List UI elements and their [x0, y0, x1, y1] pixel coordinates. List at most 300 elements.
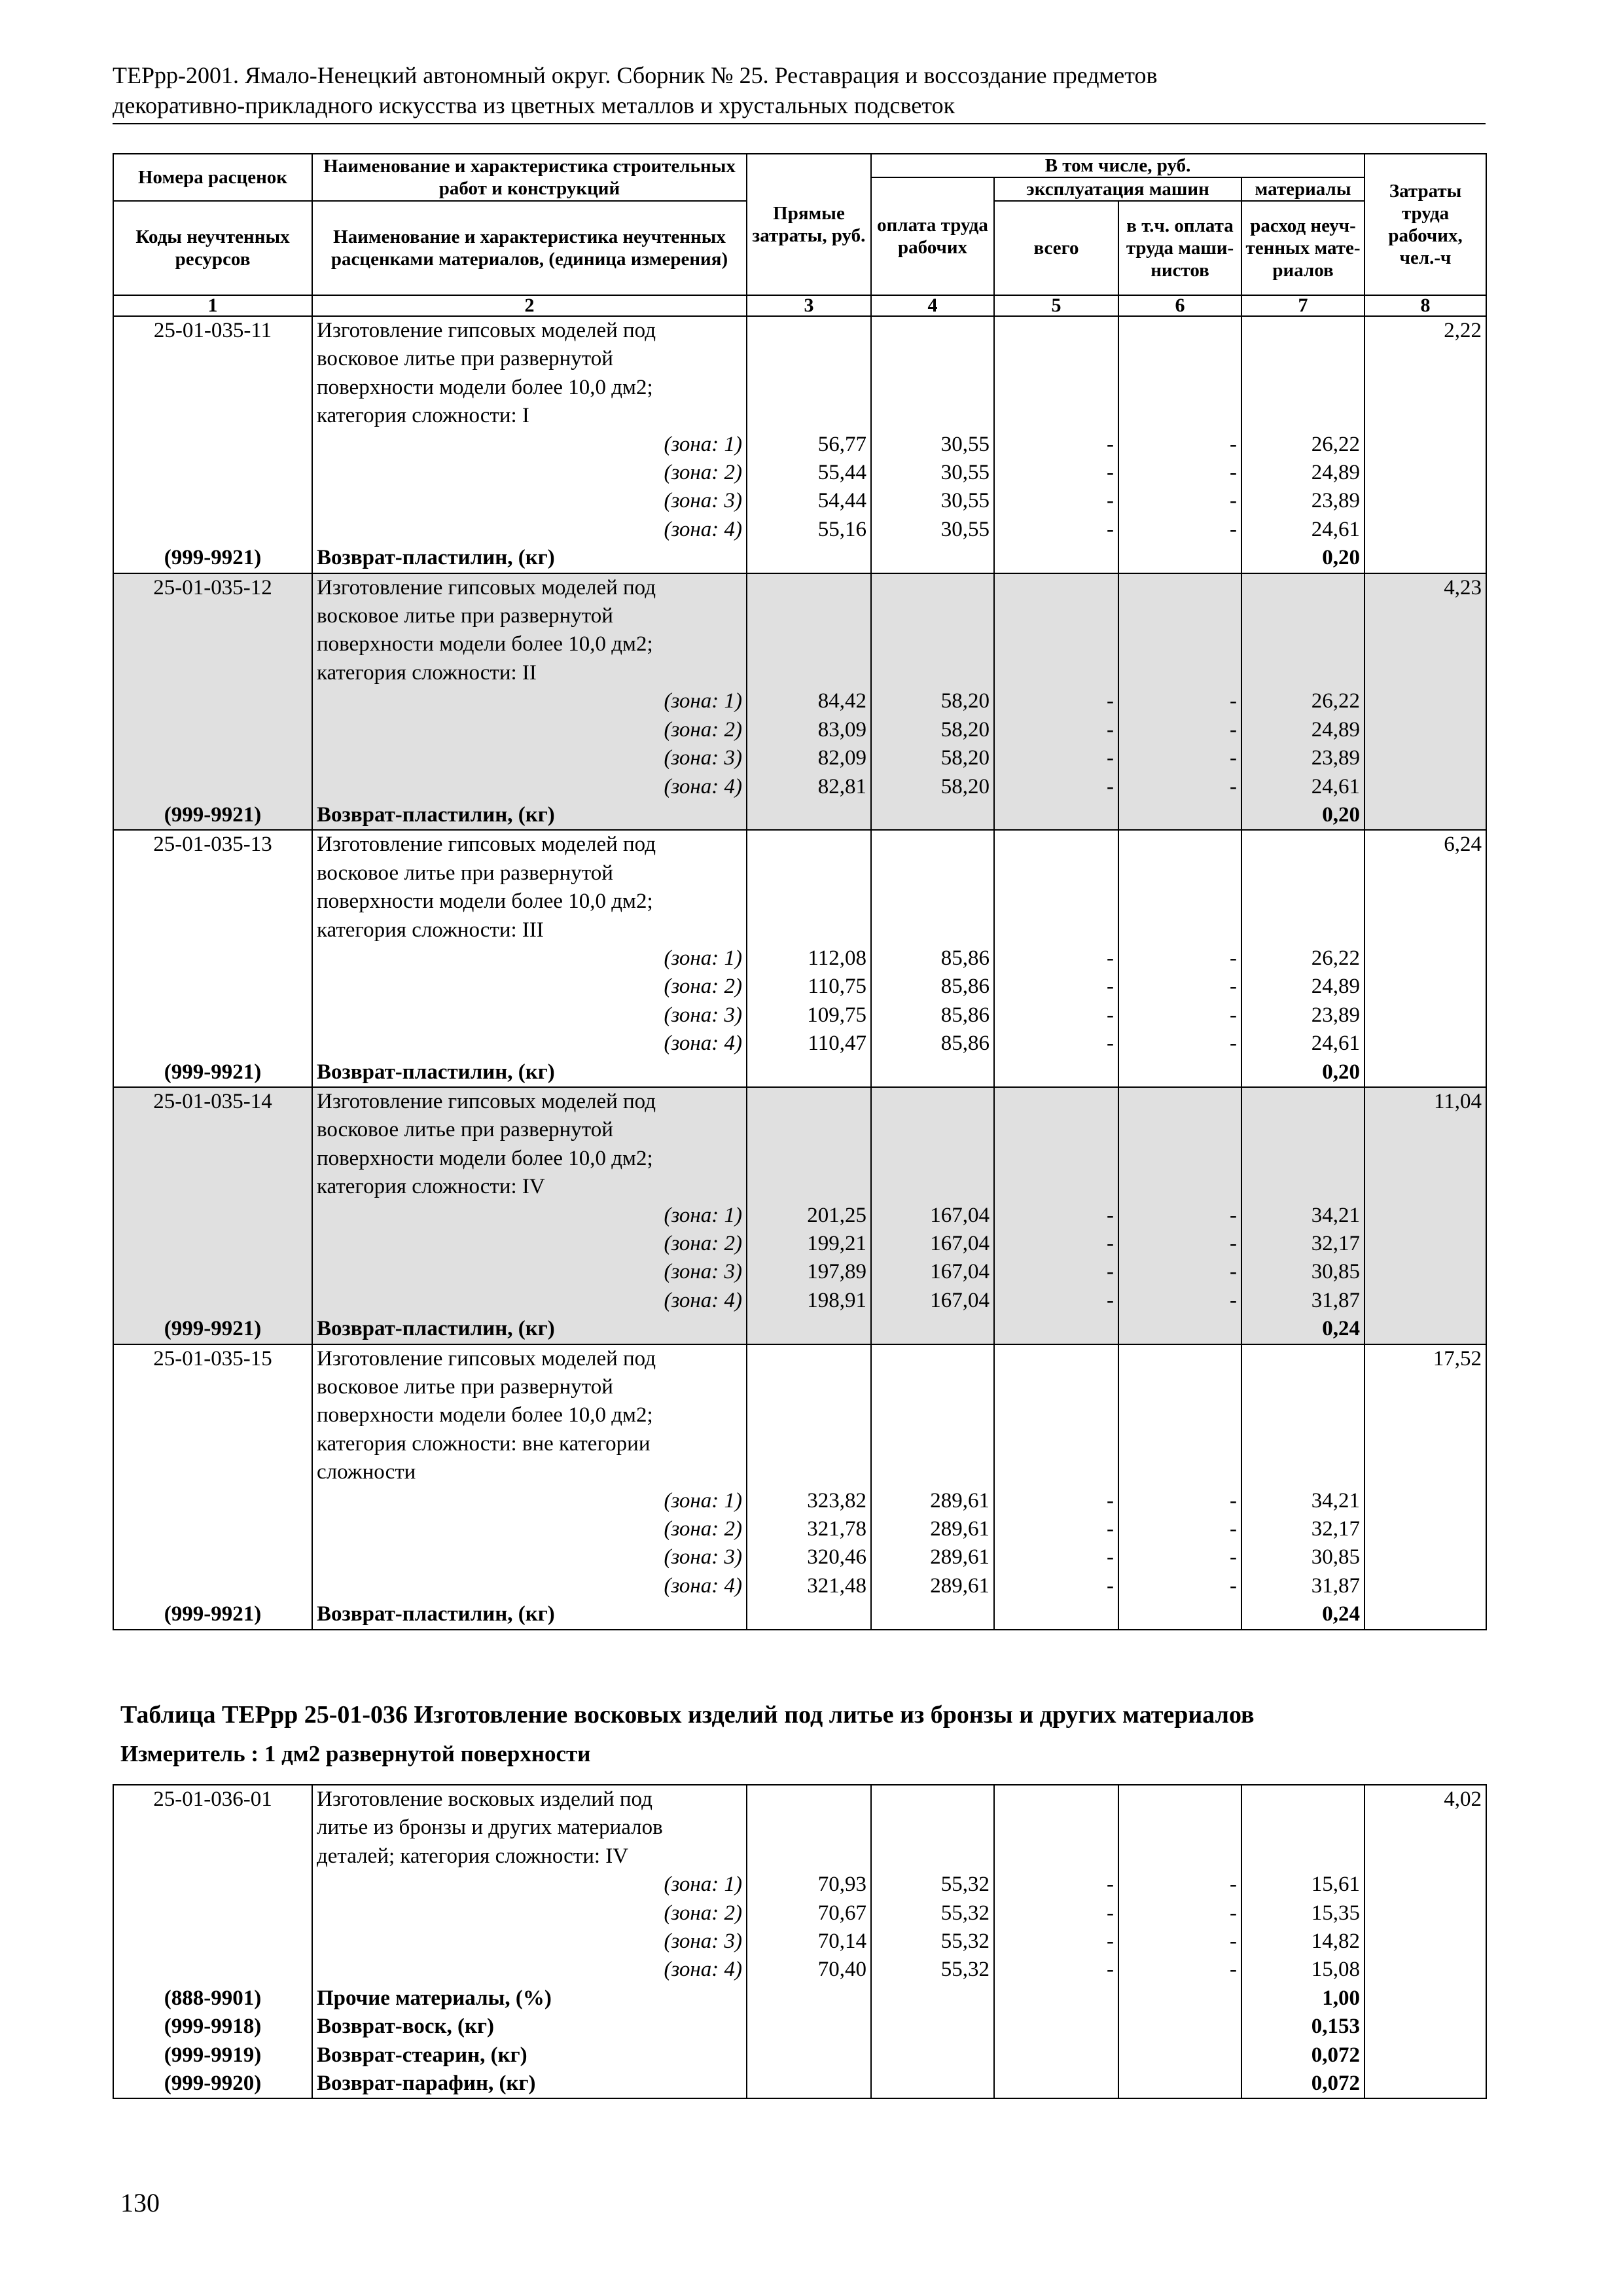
machinist-wages: -: [1118, 487, 1241, 515]
machinist-wages: -: [1118, 1515, 1241, 1543]
resource-row: [113, 2013, 1486, 2041]
machines-total: -: [994, 1515, 1118, 1543]
worker-wages: 167,04: [871, 1258, 994, 1286]
direct-costs: 112,08: [747, 944, 871, 973]
empty-cell: [113, 1202, 312, 1230]
rate-code: 25-01-035-13: [113, 830, 312, 859]
empty-cell: [113, 1430, 312, 1458]
zone-label: (зона: 1): [312, 1202, 747, 1230]
empty-cell: [1364, 1842, 1486, 1871]
table-row: [113, 1401, 1486, 1429]
empty-cell: [994, 1058, 1118, 1087]
direct-costs: 109,75: [747, 1001, 871, 1030]
zone-row: [113, 1899, 1486, 1928]
table-row: [113, 1785, 1486, 1814]
resource-consumption: 0,072: [1241, 2041, 1364, 2070]
materials: 24,89: [1241, 973, 1364, 1001]
empty-cell: [994, 402, 1118, 430]
empty-cell: [1364, 973, 1486, 1001]
empty-cell: [994, 1315, 1118, 1344]
empty-cell: [871, 402, 994, 430]
empty-cell: [1364, 431, 1486, 459]
empty-cell: [871, 1373, 994, 1401]
empty-cell: [1241, 630, 1364, 658]
direct-costs: 83,09: [747, 716, 871, 744]
labor-costs: 6,24: [1364, 830, 1486, 859]
worker-wages: 58,20: [871, 687, 994, 715]
empty-cell: [113, 1001, 312, 1030]
machinist-wages: -: [1118, 1572, 1241, 1600]
empty-cell: [1364, 1458, 1486, 1486]
empty-cell: [994, 1116, 1118, 1144]
head-machinist-wages: в т.ч. оплата труда маши-нистов: [1118, 201, 1241, 295]
empty-cell: [871, 859, 994, 888]
empty-cell: [1364, 602, 1486, 630]
empty-cell: [1364, 1145, 1486, 1173]
empty-cell: [871, 2070, 994, 2098]
empty-cell: [1118, 1173, 1241, 1201]
work-description-line: категория сложности: II: [312, 659, 747, 687]
empty-cell: [1241, 1373, 1364, 1401]
resource-code: (999-9920): [113, 2070, 312, 2098]
machines-total: -: [994, 944, 1118, 973]
empty-cell: [747, 1814, 871, 1842]
empty-cell: [1364, 744, 1486, 772]
empty-cell: [747, 1600, 871, 1629]
empty-cell: [994, 830, 1118, 859]
empty-cell: [1364, 487, 1486, 515]
empty-cell: [994, 859, 1118, 888]
machinist-wages: -: [1118, 1871, 1241, 1899]
worker-wages: 289,61: [871, 1487, 994, 1515]
empty-cell: [1118, 630, 1241, 658]
head-machines: эксплуатация машин: [994, 177, 1241, 201]
zone-label: (зона: 3): [312, 1258, 747, 1286]
machines-total: -: [994, 773, 1118, 801]
direct-costs: 198,91: [747, 1287, 871, 1315]
empty-cell: [1118, 2013, 1241, 2041]
resource-code: (999-9919): [113, 2041, 312, 2070]
table-row: [113, 374, 1486, 402]
machines-total: -: [994, 1871, 1118, 1899]
resource-code: (999-9921): [113, 1058, 312, 1087]
empty-cell: [871, 544, 994, 573]
zone-label: (зона: 1): [312, 1487, 747, 1515]
empty-cell: [1364, 1956, 1486, 1984]
empty-cell: [113, 773, 312, 801]
page-header: [113, 60, 1486, 124]
empty-cell: [1118, 888, 1241, 916]
column-number: 7: [1241, 295, 1364, 316]
resource-consumption: 0,20: [1241, 1058, 1364, 1087]
empty-cell: [1364, 1984, 1486, 2013]
materials: 26,22: [1241, 431, 1364, 459]
zone-row: [113, 1258, 1486, 1286]
empty-cell: [1364, 2070, 1486, 2098]
direct-costs: 82,81: [747, 773, 871, 801]
empty-cell: [1364, 1401, 1486, 1429]
labor-costs: 17,52: [1364, 1344, 1486, 1373]
worker-wages: 58,20: [871, 716, 994, 744]
machinist-wages: -: [1118, 687, 1241, 715]
empty-cell: [1364, 2041, 1486, 2070]
work-description-line: поверхности модели более 10,0 дм2;: [312, 1401, 747, 1429]
head-including: В том числе, руб.: [871, 154, 1364, 177]
work-description-line: восковое литье при развернутой: [312, 859, 747, 888]
work-description-line: категория сложности: вне категории: [312, 1430, 747, 1458]
empty-cell: [1241, 1344, 1364, 1373]
empty-cell: [1118, 1600, 1241, 1629]
empty-cell: [747, 1458, 871, 1486]
empty-cell: [1364, 1173, 1486, 1201]
work-description-line: поверхности модели более 10,0 дм2;: [312, 1145, 747, 1173]
zone-row: [113, 1287, 1486, 1315]
empty-cell: [994, 1087, 1118, 1116]
empty-cell: [871, 1344, 994, 1373]
column-number: 3: [747, 295, 871, 316]
empty-cell: [871, 830, 994, 859]
empty-cell: [747, 374, 871, 402]
worker-wages: 289,61: [871, 1515, 994, 1543]
empty-cell: [1364, 1572, 1486, 1600]
machines-total: -: [994, 744, 1118, 772]
table-row: [113, 1344, 1486, 1373]
machines-total: -: [994, 1956, 1118, 1984]
empty-cell: [747, 630, 871, 658]
empty-cell: [113, 973, 312, 1001]
resource-row: [113, 1600, 1486, 1629]
materials: 15,08: [1241, 1956, 1364, 1984]
resource-consumption: 0,20: [1241, 544, 1364, 573]
empty-cell: [871, 801, 994, 830]
materials: 15,61: [1241, 1871, 1364, 1899]
empty-cell: [1118, 1087, 1241, 1116]
materials: 26,22: [1241, 687, 1364, 715]
table-row: [113, 573, 1486, 602]
header-line-1: ТЕРрр-2001. Ямало-Ненецкий автономный округ. Сборник № 25. Реставрация и воссоздание предметов: [113, 62, 1158, 88]
empty-cell: [1118, 1373, 1241, 1401]
empty-cell: [1364, 1315, 1486, 1344]
resource-row: [113, 801, 1486, 830]
work-description-line: деталей; категория сложности: IV: [312, 1842, 747, 1871]
empty-cell: [1364, 516, 1486, 544]
materials: 32,17: [1241, 1515, 1364, 1543]
empty-cell: [747, 573, 871, 602]
machines-total: -: [994, 459, 1118, 487]
materials: 30,85: [1241, 1258, 1364, 1286]
empty-cell: [1364, 773, 1486, 801]
empty-cell: [747, 1087, 871, 1116]
worker-wages: 85,86: [871, 1001, 994, 1030]
empty-cell: [747, 1058, 871, 1087]
table-row: [113, 1458, 1486, 1486]
empty-cell: [1241, 345, 1364, 373]
empty-cell: [1364, 2013, 1486, 2041]
empty-cell: [994, 2041, 1118, 2070]
empty-cell: [1364, 1202, 1486, 1230]
direct-costs: 321,48: [747, 1572, 871, 1600]
worker-wages: 55,32: [871, 1871, 994, 1899]
empty-cell: [113, 716, 312, 744]
machinist-wages: -: [1118, 1487, 1241, 1515]
empty-cell: [113, 1116, 312, 1144]
empty-cell: [994, 888, 1118, 916]
resource-code: (999-9921): [113, 801, 312, 830]
empty-cell: [1241, 1785, 1364, 1814]
zone-label: (зона: 3): [312, 1928, 747, 1956]
resource-row: [113, 2070, 1486, 2098]
empty-cell: [871, 573, 994, 602]
materials: 24,89: [1241, 716, 1364, 744]
empty-cell: [871, 374, 994, 402]
empty-cell: [994, 2070, 1118, 2098]
direct-costs: 320,46: [747, 1543, 871, 1571]
empty-cell: [994, 1373, 1118, 1401]
materials: 34,21: [1241, 1487, 1364, 1515]
empty-cell: [1118, 1984, 1241, 2013]
resource-row: [113, 1058, 1486, 1087]
zone-label: (зона: 3): [312, 1001, 747, 1030]
work-description-line: Изготовление гипсовых моделей под: [312, 1344, 747, 1373]
empty-cell: [1241, 602, 1364, 630]
empty-cell: [1118, 1842, 1241, 1871]
zone-row: [113, 1928, 1486, 1956]
table-row: [113, 1814, 1486, 1842]
table-row: [113, 1430, 1486, 1458]
work-description-line: категория сложности: IV: [312, 1173, 747, 1201]
empty-cell: [1364, 1001, 1486, 1030]
worker-wages: 58,20: [871, 744, 994, 772]
work-description-line: поверхности модели более 10,0 дм2;: [312, 630, 747, 658]
page-number: 130: [120, 2188, 160, 2217]
worker-wages: 167,04: [871, 1202, 994, 1230]
resource-name: Возврат-пластилин, (кг): [312, 544, 747, 573]
empty-cell: [113, 1458, 312, 1486]
worker-wages: 85,86: [871, 944, 994, 973]
empty-cell: [747, 2070, 871, 2098]
column-number: 5: [994, 295, 1118, 316]
head-work-name: Наименование и характеристика строительных работ и конструкций: [312, 154, 747, 201]
machinist-wages: -: [1118, 431, 1241, 459]
direct-costs: 70,40: [747, 1956, 871, 1984]
empty-cell: [113, 1899, 312, 1928]
empty-cell: [1241, 1173, 1364, 1201]
empty-cell: [871, 659, 994, 687]
head-labor-costs: Затраты труда рабочих, чел.-ч: [1364, 154, 1486, 295]
empty-cell: [113, 1928, 312, 1956]
direct-costs: 199,21: [747, 1230, 871, 1258]
zone-label: (зона: 4): [312, 1956, 747, 1984]
resource-row: [113, 1315, 1486, 1344]
empty-cell: [747, 888, 871, 916]
empty-cell: [994, 1984, 1118, 2013]
zone-row: [113, 716, 1486, 744]
table-row: [113, 859, 1486, 888]
machinist-wages: -: [1118, 1030, 1241, 1058]
zone-row: [113, 516, 1486, 544]
materials: 24,61: [1241, 773, 1364, 801]
empty-cell: [1241, 1458, 1364, 1486]
zone-label: (зона: 4): [312, 516, 747, 544]
empty-cell: [113, 744, 312, 772]
empty-cell: [1364, 1543, 1486, 1571]
empty-cell: [1118, 402, 1241, 430]
empty-cell: [994, 916, 1118, 944]
empty-cell: [871, 1058, 994, 1087]
empty-cell: [747, 830, 871, 859]
empty-cell: [1364, 888, 1486, 916]
empty-cell: [747, 1401, 871, 1429]
empty-cell: [994, 345, 1118, 373]
column-number: 1: [113, 295, 312, 316]
empty-cell: [747, 1145, 871, 1173]
zone-label: (зона: 1): [312, 687, 747, 715]
empty-cell: [1118, 801, 1241, 830]
empty-cell: [1241, 859, 1364, 888]
empty-cell: [747, 916, 871, 944]
column-number: 4: [871, 295, 994, 316]
empty-cell: [113, 345, 312, 373]
machines-total: -: [994, 1287, 1118, 1315]
resource-code: (999-9918): [113, 2013, 312, 2041]
work-description-line: литье из бронзы и других материалов: [312, 1814, 747, 1842]
empty-cell: [747, 544, 871, 573]
empty-cell: [747, 859, 871, 888]
empty-cell: [994, 1458, 1118, 1486]
empty-cell: [1241, 1842, 1364, 1871]
worker-wages: 55,32: [871, 1928, 994, 1956]
head-direct-costs: Прямые затраты, руб.: [747, 154, 871, 295]
empty-cell: [1364, 1515, 1486, 1543]
empty-cell: [1364, 345, 1486, 373]
empty-cell: [1241, 1145, 1364, 1173]
table-row: [113, 316, 1486, 345]
empty-cell: [1118, 1814, 1241, 1842]
rate-code: 25-01-035-14: [113, 1087, 312, 1116]
empty-cell: [747, 1430, 871, 1458]
head-material-consumption: расход неуч-тенных мате-риалов: [1241, 201, 1364, 295]
machines-total: -: [994, 1899, 1118, 1928]
empty-cell: [871, 2013, 994, 2041]
resource-consumption: 0,24: [1241, 1315, 1364, 1344]
empty-cell: [1364, 1814, 1486, 1842]
head-material-names: Наименование и характеристика неучтенных расценками материалов, (единица измерения): [312, 201, 747, 295]
work-description-line: восковое литье при развернутой: [312, 602, 747, 630]
empty-cell: [113, 1543, 312, 1571]
work-description-line: категория сложности: III: [312, 916, 747, 944]
empty-cell: [871, 1842, 994, 1871]
machines-total: -: [994, 1928, 1118, 1956]
resource-code: (888-9901): [113, 1984, 312, 2013]
table-row: [113, 1842, 1486, 1871]
zone-label: (зона: 1): [312, 1871, 747, 1899]
empty-cell: [1364, 1871, 1486, 1899]
empty-cell: [1118, 1116, 1241, 1144]
empty-cell: [113, 1287, 312, 1315]
empty-cell: [1118, 1458, 1241, 1486]
machines-total: -: [994, 431, 1118, 459]
empty-cell: [747, 1173, 871, 1201]
worker-wages: 55,32: [871, 1956, 994, 1984]
work-description-line: Изготовление гипсовых моделей под: [312, 573, 747, 602]
empty-cell: [1364, 659, 1486, 687]
machines-total: -: [994, 687, 1118, 715]
materials: 24,89: [1241, 459, 1364, 487]
worker-wages: 167,04: [871, 1230, 994, 1258]
empty-cell: [1364, 374, 1486, 402]
empty-cell: [113, 944, 312, 973]
work-description-line: поверхности модели более 10,0 дм2;: [312, 374, 747, 402]
empty-cell: [113, 431, 312, 459]
direct-costs: 110,47: [747, 1030, 871, 1058]
direct-costs: 84,42: [747, 687, 871, 715]
zone-label: (зона: 1): [312, 944, 747, 973]
empty-cell: [747, 659, 871, 687]
machines-total: -: [994, 1202, 1118, 1230]
resource-consumption: 0,153: [1241, 2013, 1364, 2041]
resource-name: Возврат-воск, (кг): [312, 2013, 747, 2041]
direct-costs: 321,78: [747, 1515, 871, 1543]
empty-cell: [747, 1116, 871, 1144]
direct-costs: 323,82: [747, 1487, 871, 1515]
zone-row: [113, 687, 1486, 715]
worker-wages: 30,55: [871, 459, 994, 487]
worker-wages: 30,55: [871, 516, 994, 544]
materials: 24,61: [1241, 516, 1364, 544]
table-row: [113, 1145, 1486, 1173]
machinist-wages: -: [1118, 1899, 1241, 1928]
resource-code: (999-9921): [113, 1315, 312, 1344]
labor-costs: 4,23: [1364, 573, 1486, 602]
unit-of-measure: Измеритель : 1 дм2 развернутой поверхности: [120, 1741, 591, 1767]
machines-total: -: [994, 1230, 1118, 1258]
empty-cell: [1364, 801, 1486, 830]
work-description-line: Изготовление гипсовых моделей под: [312, 316, 747, 345]
zone-label: (зона: 2): [312, 1899, 747, 1928]
empty-cell: [1241, 573, 1364, 602]
work-description-line: Изготовление гипсовых моделей под: [312, 830, 747, 859]
zone-row: [113, 431, 1486, 459]
zone-row: [113, 773, 1486, 801]
table-row: [113, 916, 1486, 944]
empty-cell: [1118, 544, 1241, 573]
empty-cell: [113, 402, 312, 430]
empty-cell: [113, 374, 312, 402]
header-line-2: декоративно-прикладного искусства из цветных металлов и хрустальных подсветок: [113, 92, 955, 118]
empty-cell: [113, 602, 312, 630]
empty-cell: [1118, 916, 1241, 944]
empty-cell: [1241, 1814, 1364, 1842]
work-description-line: сложности: [312, 1458, 747, 1486]
empty-cell: [994, 630, 1118, 658]
empty-cell: [113, 1401, 312, 1429]
machinist-wages: -: [1118, 1543, 1241, 1571]
resource-name: Возврат-пластилин, (кг): [312, 1600, 747, 1629]
empty-cell: [871, 1087, 994, 1116]
zone-label: (зона: 4): [312, 1287, 747, 1315]
resource-consumption: 0,24: [1241, 1600, 1364, 1629]
head-machines-total: всего: [994, 201, 1118, 295]
worker-wages: 289,61: [871, 1543, 994, 1571]
empty-cell: [994, 1401, 1118, 1429]
column-numbers-row: [113, 295, 1486, 316]
resource-row: [113, 1984, 1486, 2013]
rates-table-036: [113, 1784, 1487, 2099]
machinist-wages: -: [1118, 716, 1241, 744]
empty-cell: [1364, 1373, 1486, 1401]
empty-cell: [113, 916, 312, 944]
zone-row: [113, 744, 1486, 772]
